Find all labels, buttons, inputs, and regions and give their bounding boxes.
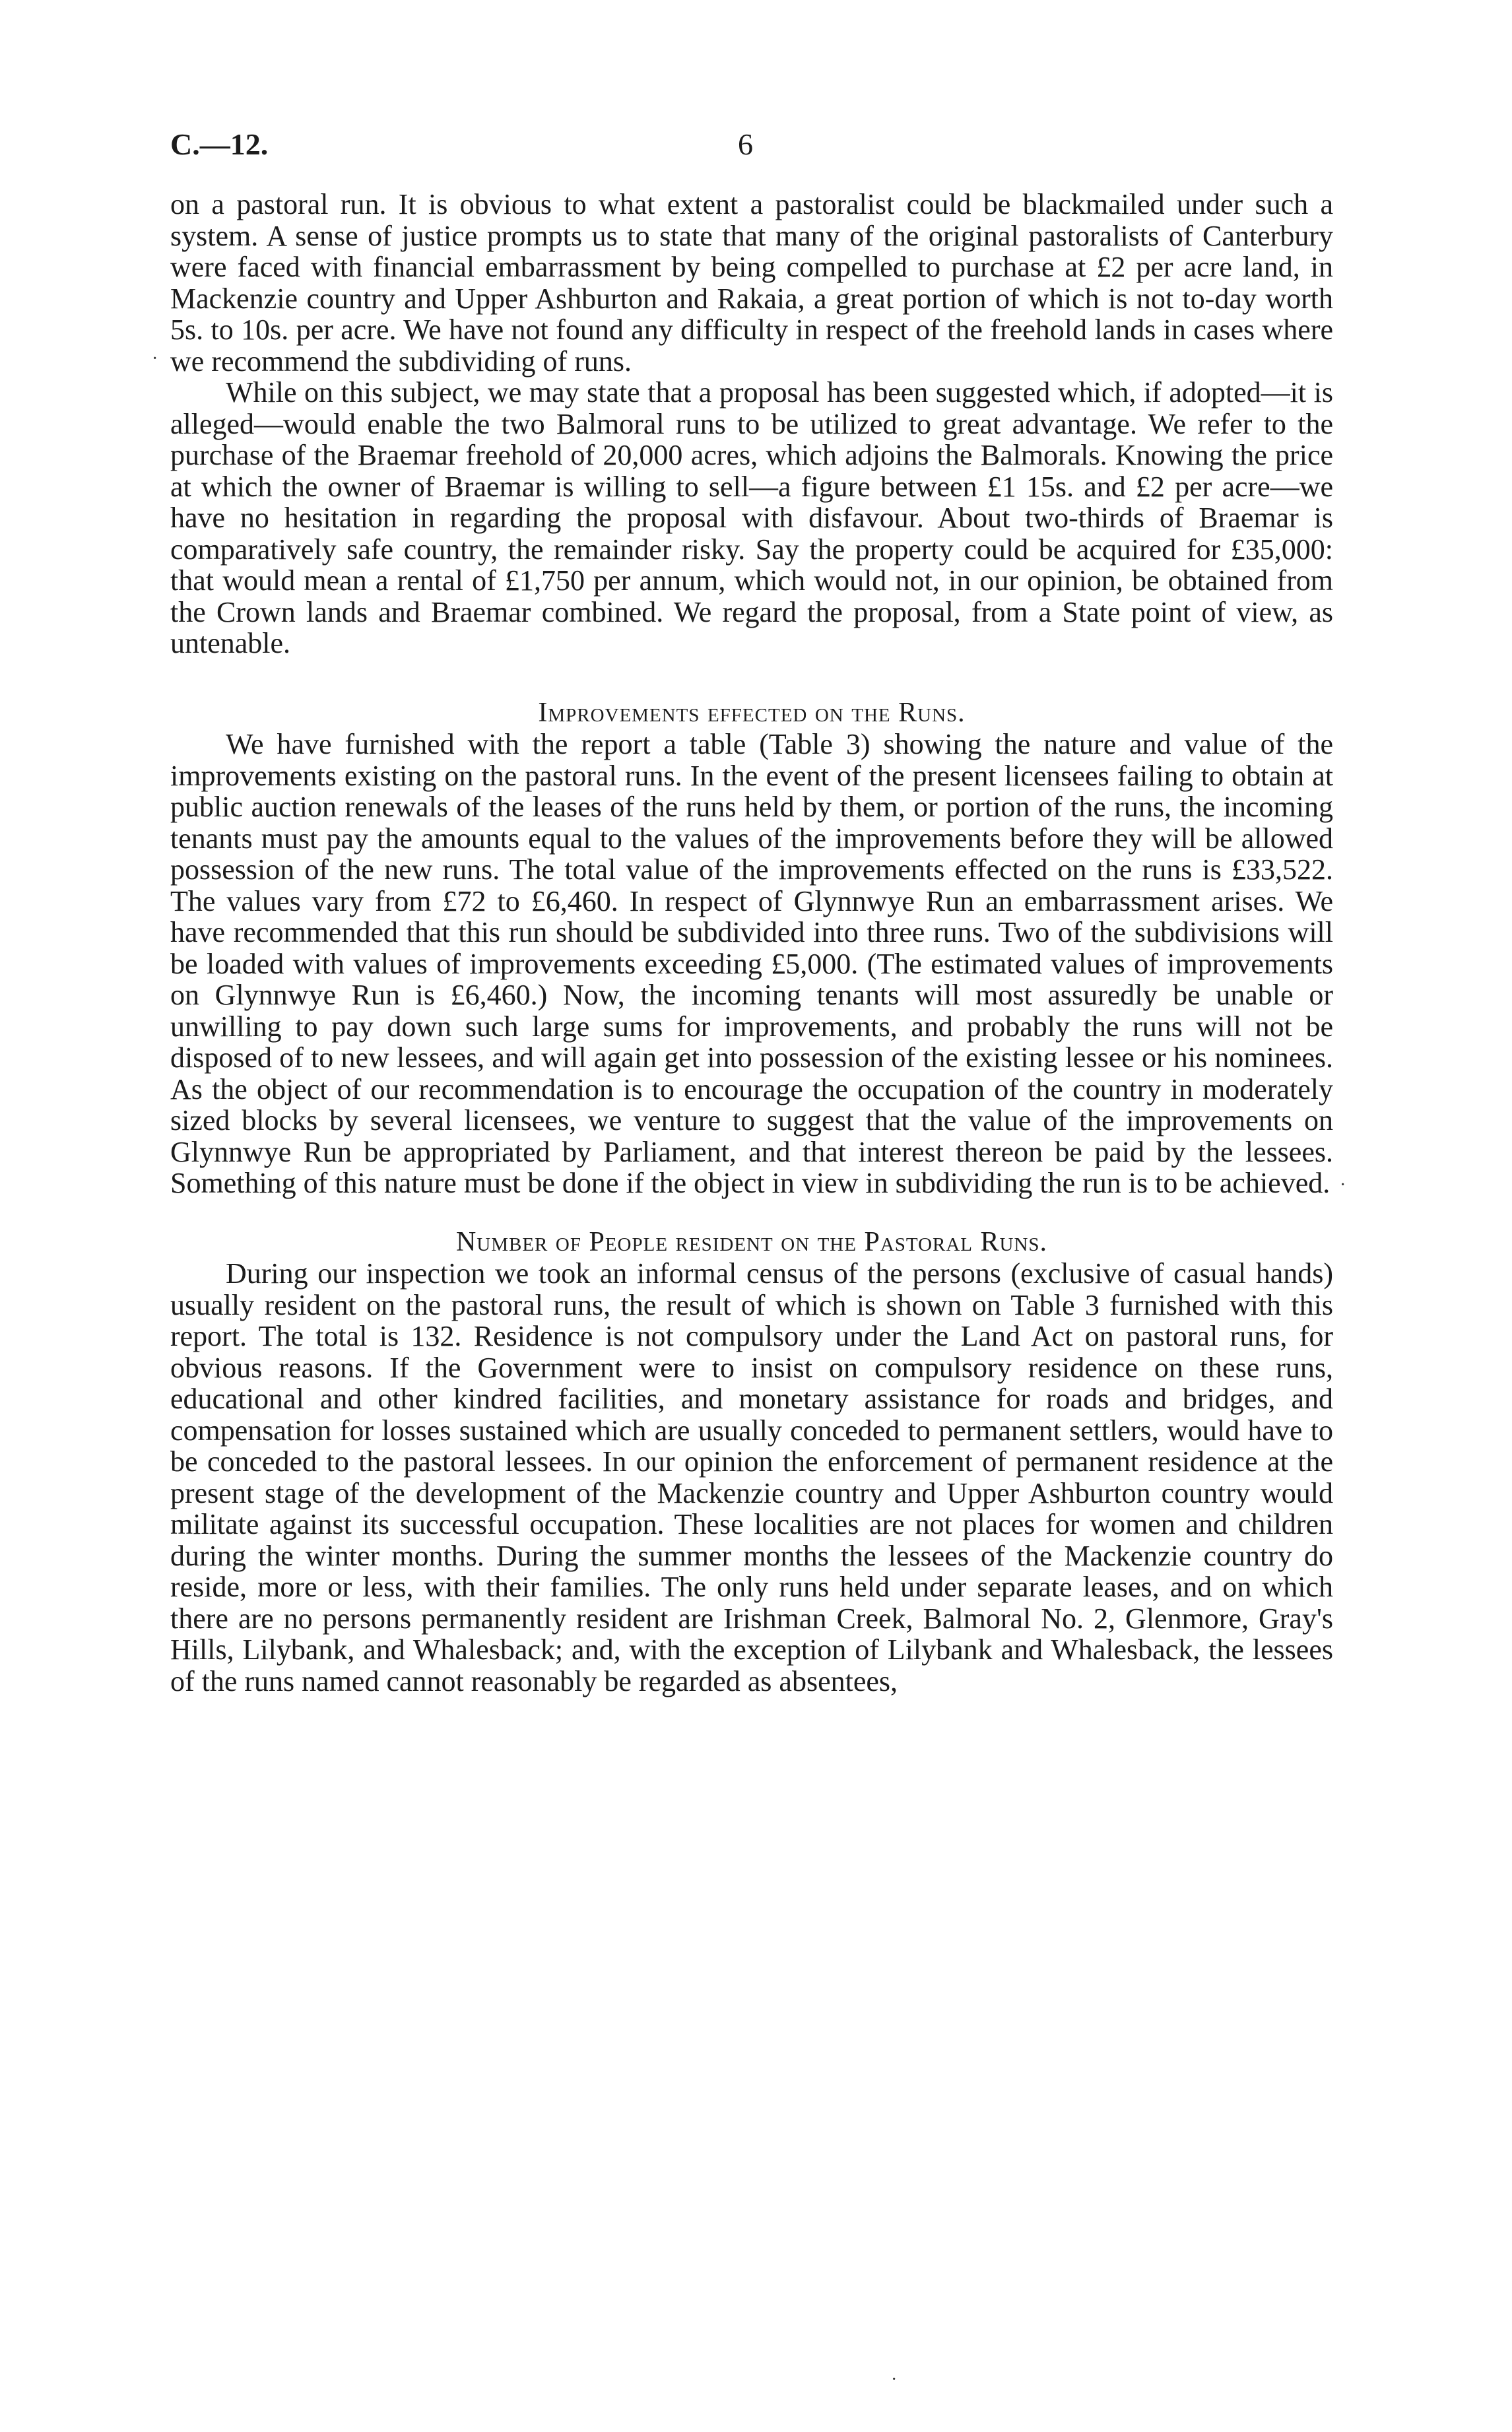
paragraph-continuation: on a pastoral run. It is obvious to what extent a pastoralist could be blackmailed under such a system. A sense of justice prompts us to state that many of the original pastoralists of Canterbury were faced with financial embarrassment by being compelled to purchase at £2 per acre land, in Mackenzie country and Upper Ashburton and Rakaia, a great portion of which is not to-day worth 5s. to 10s. per acre. We have not found any difficulty in respect of the freehold lands in cases where we recommend the subdividing of runs. [170,188,1333,378]
scan-speck: · [891,2369,898,2390]
paragraph-braemar-proposal: While on this subject, we may state that a proposal has been suggested which, if adopted—it is alleged—would enable the two Balmoral runs to be utilized to great advantage. We refer to the purchase of the Braemar freehold of 20,000 acres, which adjoins the Balmorals. Knowing the price at which the owner of Braemar is willing to sell—a figure between £1 15s. and £2 per acre—we have no hesitation in regarding the proposal with disfavour. About two-thirds of Braemar is comparatively safe country, the remainder risky. Say the property could be acquired for £35,000: that would mean a rental of £1,750 per annum, which would not, in our opinion, be obtained from the Crown lands and Braemar combined. We regard the proposal, from a State point of view, as untenable. [170,376,1333,659]
paragraph-residents: During our inspection we took an informal census of the persons (exclusive of casual hands) usually resident on the pastoral runs, the result of which is shown on Table 3 furnished with this report. The total is 132. Residence is not compulsory under the Land Act on pastoral runs, for obvious reasons. If the Government were to insist on compulsory residence on these runs, educational and other kindred facilities, and monetary assistance for roads and bridges, and compensation for losses sustained which are usually conceded to permanent settlers, would have to be conceded to the pastoral lessees. In our opinion the enforcement of permanent residence at the present stage of the development of the Mackenzie country and Upper Ashburton country would militate against its successful occupation. These localities are not places for women and children during the winter months. During the summer months the lessees of the Mackenzie country do reside, more or less, with their families. The only runs held under separate leases, and on which there are no persons permanently resident are Irishman Creek, Balmoral No. 2, Glenmore, Gray's Hills, Lilybank, and Whalesback; and, with the exception of Lilybank and Whalesback, the lessees of the runs named cannot reasonably be regarded as absentees, [170,1257,1333,1697]
document-reference: C.—12. [170,127,269,161]
page-number: 6 [738,127,753,161]
document-body [170,189,1333,1697]
section-heading-improvements: Improvements effected on the Runs. [538,697,966,728]
page-header [170,127,1333,173]
scan-speck: · [1340,1175,1346,1195]
scan-speck: · [152,348,158,369]
paragraph-improvements: We have furnished with the report a table (Table 3) showing the nature and value of the improvements existing on the pastoral runs. In the event of the present licensees failing to obtain at public auction renewals of the leases of the runs held by them, or portion of the runs, the incoming tenants must pay the amounts equal to the values of the improvements before they will be allowed possession of the new runs. The total value of the improvements effected on the runs is £33,522. The values vary from £72 to £6,460. In respect of Glynnwye Run an embarrassment arises. We have recommended that this run should be subdivided into three runs. Two of the subdivisions will be loaded with values of improvements exceeding £5,000. (The estimated values of improvements on Glynnwye Run is £6,460.) Now, the incoming tenants will most assuredly be unable or unwilling to pay down such large sums for improvements, and probably the runs will not be disposed of to new lessees, and will again get into possession of the existing lessee or his nominees. As the object of our recommendation is to encourage the occupation of the country in moderately sized blocks by several licensees, we venture to suggest that the value of the improvements on Glynnwye Run be appropriated by Parliament, and that interest thereon be paid by the lessees. Something of this nature must be done if the object in view in subdividing the run is to be achieved. [170,728,1333,1199]
section-heading-residents: Number of People resident on the Pastoral Runs. [455,1226,1048,1257]
